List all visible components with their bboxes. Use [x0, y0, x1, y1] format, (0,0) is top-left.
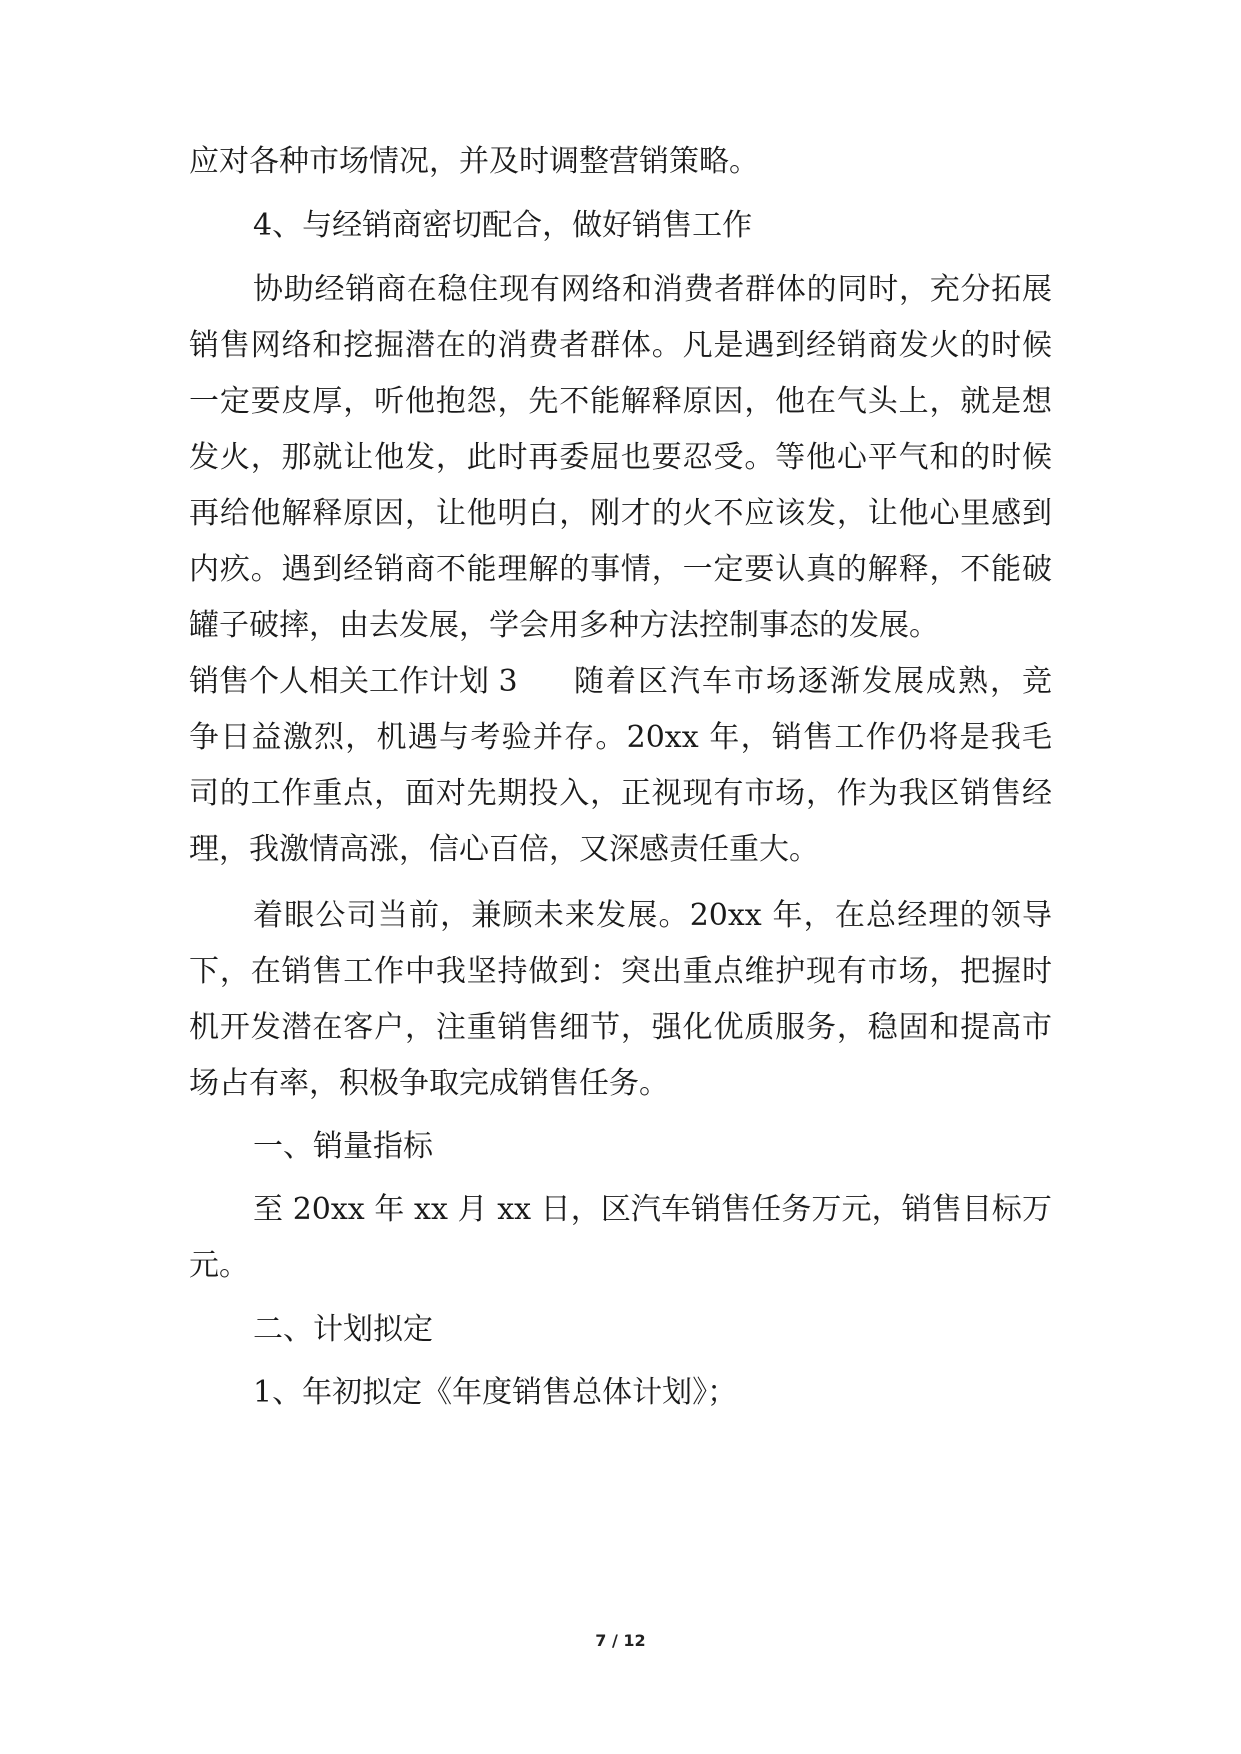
paragraph-line: 场占有率，积极争取完成销售任务。 [189, 1066, 669, 1101]
paragraph-line: 机开发潜在客户，注重销售细节，强化优质服务，稳固和提高市 [189, 1010, 1052, 1045]
paragraph-line: 发火，那就让他发，此时再委屈也要忍受。等他心平气和的时候 [189, 440, 1052, 475]
paragraph-line: 着眼公司当前，兼顾未来发展。20xx 年，在总经理的领导 [253, 898, 1052, 933]
paragraph-line: 1、年初拟定《年度销售总体计划》； [253, 1375, 738, 1410]
paragraph-line: 罐子破摔，由去发展，学会用多种方法控制事态的发展。 [189, 608, 939, 643]
paragraph-line: 协助经销商在稳住现有网络和消费者群体的同时，充分拓展 [253, 272, 1052, 307]
paragraph-line: 下，在销售工作中我坚持做到：突出重点维护现有市场，把握时 [189, 954, 1052, 989]
paragraph-line: 司的工作重点，面对先期投入，正视现有市场，作为我区销售经 [189, 776, 1052, 811]
paragraph-line: 争日益激烈，机遇与考验并存。20xx 年，销售工作仍将是我毛 [189, 720, 1052, 755]
paragraph-line: 理，我激情高涨，信心百倍，又深感责任重大。 [189, 832, 819, 867]
paragraph-line: 元。 [189, 1248, 249, 1283]
section-heading-title: 销售个人相关工作计划 3 [189, 664, 518, 699]
subheading: 一、销量指标 [253, 1129, 433, 1164]
section-heading-text: 随着区汽车市场逐渐发展成熟，竞 [574, 664, 1052, 699]
paragraph-line: 再给他解释原因，让他明白，刚才的火不应该发，让他心里感到 [189, 496, 1052, 531]
section-heading [189, 662, 1052, 702]
paragraph-line: 至 20xx 年 xx 月 xx 日，区汽车销售任务万元，销售目标万 [253, 1192, 1052, 1227]
paragraph-line: 销售网络和挖掘潜在的消费者群体。凡是遇到经销商发火的时候 [189, 328, 1052, 363]
paragraph-line: 内疚。遇到经销商不能理解的事情，一定要认真的解释，不能破 [189, 552, 1052, 587]
subheading: 二、计划拟定 [253, 1312, 433, 1347]
paragraph-line: 应对各种市场情况，并及时调整营销策略。 [189, 144, 759, 179]
paragraph-line: 一定要皮厚，听他抱怨，先不能解释原因，他在气头上，就是想 [189, 384, 1052, 419]
page-number: 7 / 12 [595, 1631, 646, 1650]
subheading: 4、与经销商密切配合，做好销售工作 [253, 208, 753, 243]
